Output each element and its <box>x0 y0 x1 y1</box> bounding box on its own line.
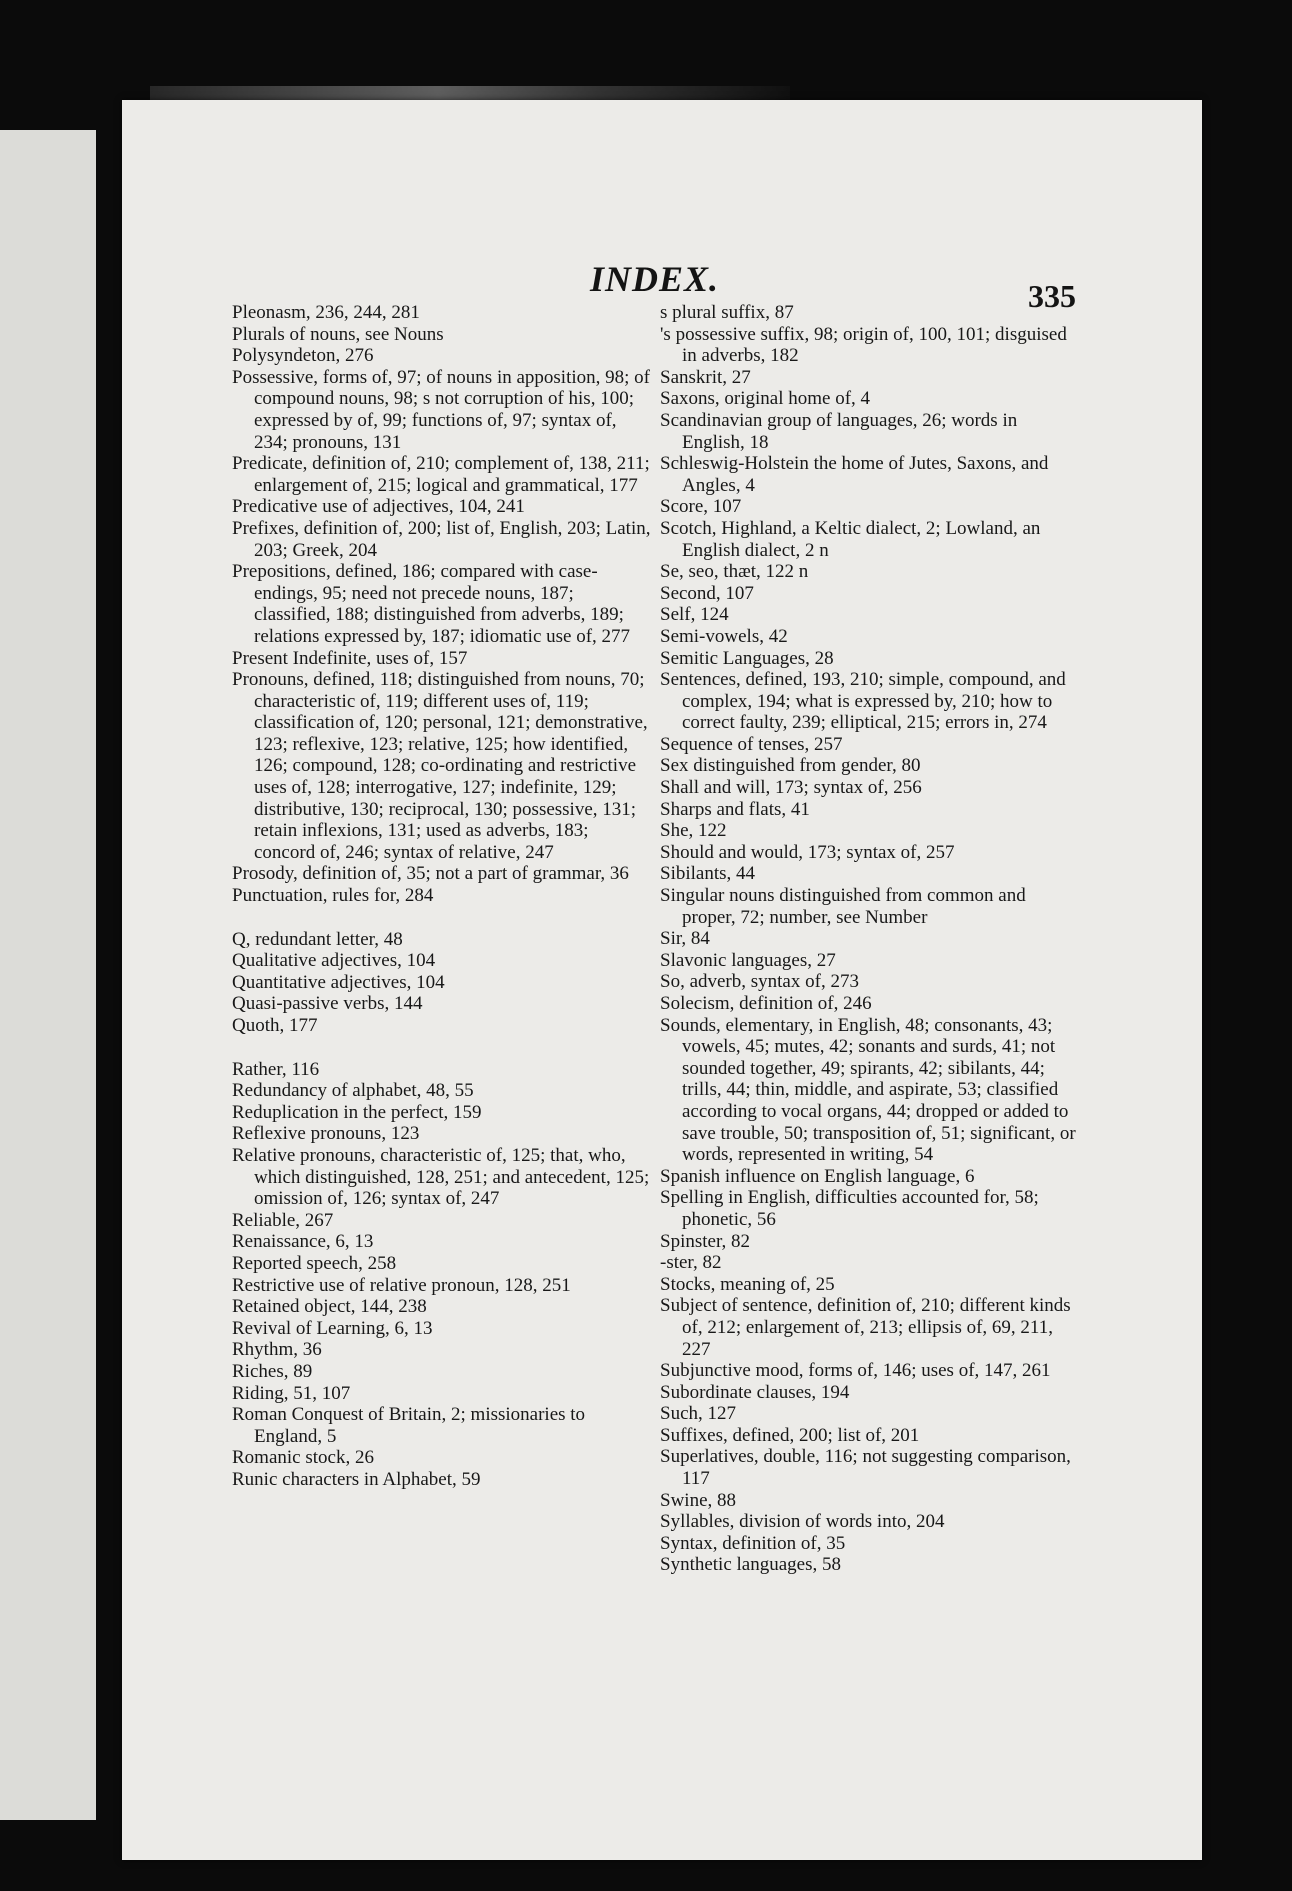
index-entry: Stocks, meaning of, 25 <box>660 1273 835 1295</box>
section-gap <box>232 1037 652 1059</box>
index-entry: Superlatives, double, 116; not suggesting comparison, 117 <box>660 1446 1071 1490</box>
index-column-left <box>232 302 652 1490</box>
index-entry: Semitic Languages, 28 <box>660 647 834 669</box>
index-entry: Redundancy of alphabet, 48, 55 <box>232 1080 474 1102</box>
index-entry: Scotch, Highland, a Keltic dialect, 2; Lowland, an English dialect, 2 n <box>660 517 1041 561</box>
index-entry: Score, 107 <box>660 496 742 518</box>
index-entry: Sentences, defined, 193, 210; simple, compound, and complex, 194; what is expressed by, 210; how to correct faulty, 239; elliptical, 215; errors in, 274 <box>660 669 1066 734</box>
index-entry: Predicate, definition of, 210; complement of, 138, 211; enlargement of, 215; logical and grammatical, 177 <box>232 453 650 496</box>
index-entry: Quantitative adjectives, 104 <box>232 971 445 993</box>
index-entry: Riches, 89 <box>232 1360 313 1382</box>
index-entry: Quoth, 177 <box>232 1015 318 1036</box>
index-entry: Retained object, 144, 238 <box>232 1296 427 1318</box>
index-entry: Sanskrit, 27 <box>660 366 751 388</box>
index-entry: Possessive, forms of, 97; of nouns in apposition, 98; of compound nouns, 98; s not corruption of his, 100; expressed by of, 99; functions of, 97; syntax of, 234; pronouns, 131 <box>232 366 650 453</box>
index-entry: Reported speech, 258 <box>232 1252 397 1274</box>
index-entry: Spanish influence on English language, 6 <box>660 1165 975 1187</box>
index-entry: Scandinavian group of languages, 26; words in English, 18 <box>660 409 1018 453</box>
index-entry: She, 122 <box>660 820 727 842</box>
index-entry: Reduplication in the perfect, 159 <box>232 1101 482 1123</box>
index-entry: Sequence of tenses, 257 <box>660 733 843 755</box>
index-entry: So, adverb, syntax of, 273 <box>660 971 859 993</box>
index-entry: Spelling in English, difficulties accounted for, 58; phonetic, 56 <box>660 1187 1039 1230</box>
index-entry: s plural suffix, 87 <box>660 302 794 323</box>
index-entry: Subjunctive mood, forms of, 146; uses of, 147, 261 <box>660 1360 1051 1382</box>
index-entry: Polysyndeton, 276 <box>232 345 374 367</box>
index-entry: Second, 107 <box>660 582 754 604</box>
index-entry: Rhythm, 36 <box>232 1339 322 1361</box>
index-entry: Saxons, original home of, 4 <box>660 388 871 410</box>
index-entry: Predicative use of adjectives, 104, 241 <box>232 496 525 518</box>
index-entry: Solecism, definition of, 246 <box>660 993 872 1014</box>
index-entry: Slavonic languages, 27 <box>660 949 836 971</box>
index-entry: Prefixes, definition of, 200; list of, English, 203; Latin, 203; Greek, 204 <box>232 517 651 561</box>
index-entry: Plurals of nouns, see Nouns <box>232 323 444 345</box>
page-number: 335 <box>1028 278 1076 314</box>
index-entry: Reliable, 267 <box>232 1209 334 1231</box>
index-entry: Swine, 88 <box>660 1489 736 1511</box>
index-entry: Shall and will, 173; syntax of, 256 <box>660 777 922 799</box>
section-gap <box>232 907 652 929</box>
index-entry: -ster, 82 <box>660 1252 722 1274</box>
index-entry: Subject of sentence, definition of, 210; different kinds of, 212; enlargement of, 213; ellipsis of, 69, 211, 227 <box>660 1295 1071 1360</box>
index-entry: Runic characters in Alphabet, 59 <box>232 1468 481 1490</box>
index-entry: Singular nouns distinguished from common and proper, 72; number, see Number <box>660 885 1026 928</box>
index-entry: Q, redundant letter, 48 <box>232 928 403 950</box>
index-entry: Pleonasm, 236, 244, 281 <box>232 302 420 323</box>
index-entry: Qualitative adjectives, 104 <box>232 950 436 972</box>
index-entry: Sounds, elementary, in English, 48; consonants, 43; vowels, 45; mutes, 42; sonants and surds, 41; not sounded together, 49; spirants, 42; sibilants, 44; trills, 44; thin, middle, and aspirate, 53; classified according to vocal organs, 44; dropped or added to save trouble, 50; transposition of, 51; significant, or words, represented in writing, 54 <box>660 1014 1076 1166</box>
index-entry: Syntax, definition of, 35 <box>660 1532 846 1554</box>
index-column-right <box>660 302 1080 1576</box>
index-entry: Prosody, definition of, 35; not a part of grammar, 36 <box>232 863 629 885</box>
index-entry: Synthetic languages, 58 <box>660 1554 841 1576</box>
facing-page-edge <box>0 130 96 1820</box>
index-entry: Relative pronouns, characteristic of, 125; that, who, which distinguished, 128, 251; and antecedent, 125; omission of, 126; syntax of, 247 <box>232 1144 650 1210</box>
index-entry: Restrictive use of relative pronoun, 128, 251 <box>232 1274 571 1296</box>
index-entry: Sibilants, 44 <box>660 863 756 885</box>
index-entry: Schleswig-Holstein the home of Jutes, Saxons, and Angles, 4 <box>660 453 1049 496</box>
index-entry: Romanic stock, 26 <box>232 1447 374 1469</box>
index-entry: Quasi-passive verbs, 144 <box>232 993 423 1015</box>
index-entry: Punctuation, rules for, 284 <box>232 885 434 907</box>
index-entry: Pronouns, defined, 118; distinguished from nouns, 70; characteristic of, 119; different uses of, 119; classification of, 120; personal, 121; demonstrative, 123; reflexive, 123; relative, 125; how identified, 126; compound, 128; co-ordinating and restrictive uses of, 128; interrogative, 127; indefinite, 129; distributive, 130; reciprocal, 130; possessive, 131; retain inflexions, 131; used as adverbs, 183; concord of, 246; syntax of relative, 247 <box>232 669 648 863</box>
index-entry: Sharps and flats, 41 <box>660 798 810 820</box>
index-entry: Syllables, division of words into, 204 <box>660 1511 945 1533</box>
index-entry: Present Indefinite, uses of, 157 <box>232 647 468 669</box>
index-entry: Prepositions, defined, 186; compared with case-endings, 95; need not precede nouns, 187; classified, 188; distinguished from adverbs, 189; relations expressed by, 187; idiomatic use of, 277 <box>232 561 631 647</box>
index-entry: Revival of Learning, 6, 13 <box>232 1317 433 1339</box>
index-entry: Sir, 84 <box>660 928 710 950</box>
index-entry: Self, 124 <box>660 604 729 626</box>
index-entry: Reflexive pronouns, 123 <box>232 1123 420 1145</box>
page-title: INDEX. <box>590 259 720 299</box>
index-entry: Sex distinguished from gender, 80 <box>660 755 921 777</box>
index-entry: Suffixes, defined, 200; list of, 201 <box>660 1424 920 1446</box>
index-entry: Se, seo, thæt, 122 n <box>660 561 809 583</box>
index-entry: Semi-vowels, 42 <box>660 625 788 647</box>
index-entry: Rather, 116 <box>232 1058 320 1080</box>
index-entry: Subordinate clauses, 194 <box>660 1381 850 1403</box>
index-entry: Riding, 51, 107 <box>232 1382 351 1404</box>
index-entry: Renaissance, 6, 13 <box>232 1231 374 1253</box>
index-entry: 's possessive suffix, 98; origin of, 100, 101; disguised in adverbs, 182 <box>660 323 1067 367</box>
index-entry: Should and would, 173; syntax of, 257 <box>660 841 955 863</box>
index-entry: Spinster, 82 <box>660 1230 751 1252</box>
index-entry: Such, 127 <box>660 1403 736 1425</box>
index-entry: Roman Conquest of Britain, 2; missionaries to England, 5 <box>232 1404 586 1447</box>
